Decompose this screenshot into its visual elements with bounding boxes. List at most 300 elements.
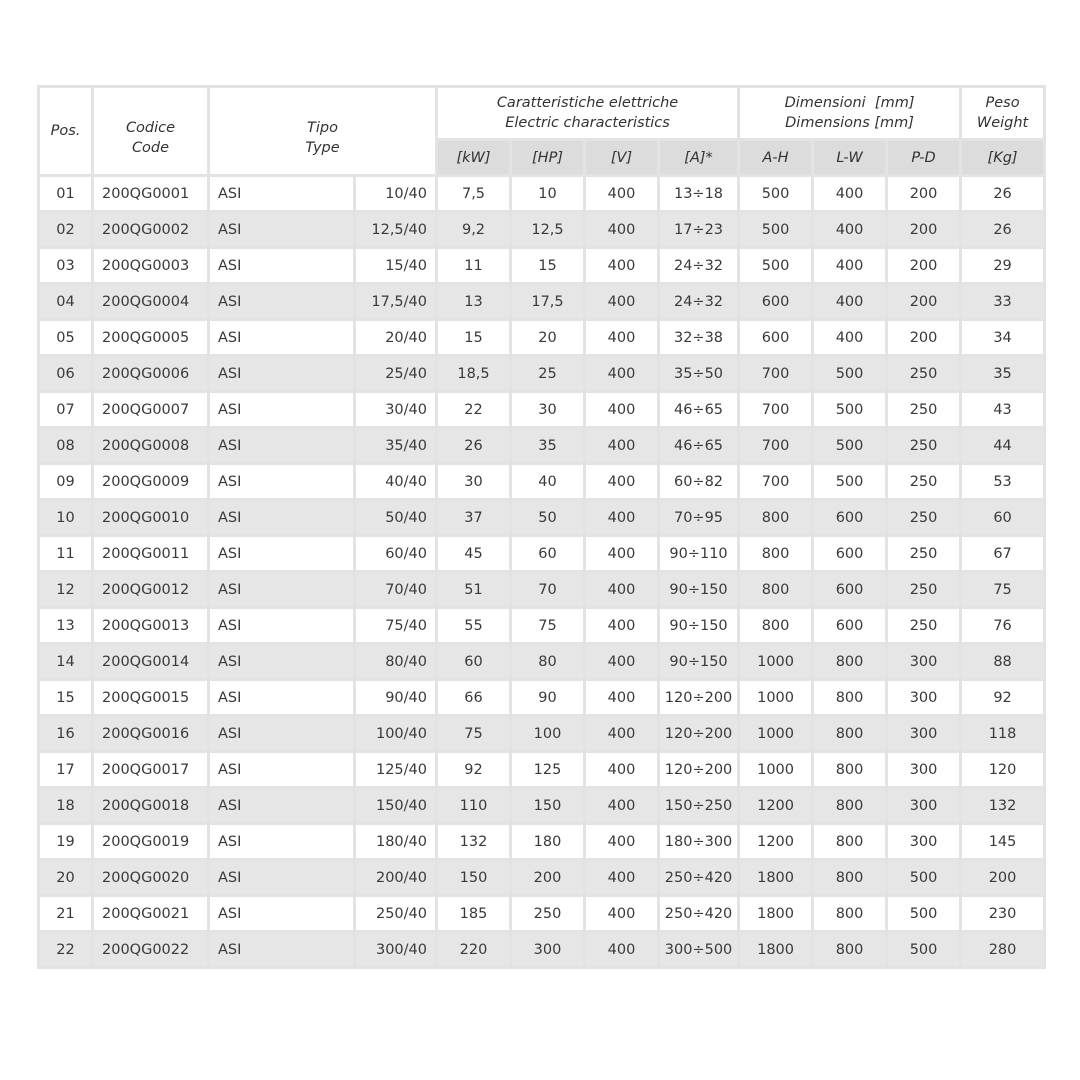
cell-dim-pd: 500 — [887, 932, 961, 968]
cell-kw: 45 — [437, 536, 511, 572]
cell-kw: 60 — [437, 644, 511, 680]
cell-hp: 25 — [511, 356, 585, 392]
table-row — [39, 464, 1045, 500]
cell-weight: 26 — [961, 212, 1045, 248]
cell-code: 200QG0019 — [93, 824, 209, 860]
cell-dim-pd: 250 — [887, 392, 961, 428]
table-row — [39, 212, 1045, 248]
cell-dim-ah: 1800 — [739, 896, 813, 932]
cell-hp: 150 — [511, 788, 585, 824]
cell-hp: 40 — [511, 464, 585, 500]
cell-kw: 7,5 — [437, 176, 511, 212]
cell-pos: 10 — [39, 500, 93, 536]
cell-dim-lw: 600 — [813, 608, 887, 644]
cell-pos: 08 — [39, 428, 93, 464]
cell-kw: 51 — [437, 572, 511, 608]
cell-dim-ah: 1800 — [739, 932, 813, 968]
cell-current: 90÷110 — [659, 536, 739, 572]
cell-voltage: 400 — [585, 824, 659, 860]
header-dimensions-en: Dimensions [mm] — [785, 115, 914, 131]
table-row — [39, 536, 1045, 572]
cell-dim-ah: 1200 — [739, 824, 813, 860]
cell-pos: 11 — [39, 536, 93, 572]
cell-weight: 44 — [961, 428, 1045, 464]
cell-voltage: 400 — [585, 860, 659, 896]
cell-weight: 76 — [961, 608, 1045, 644]
cell-hp: 20 — [511, 320, 585, 356]
cell-current: 46÷65 — [659, 428, 739, 464]
table-row — [39, 572, 1045, 608]
cell-dim-ah: 800 — [739, 572, 813, 608]
table-row — [39, 608, 1045, 644]
cell-type-name: ASI — [209, 464, 355, 500]
cell-dim-pd: 300 — [887, 788, 961, 824]
cell-dim-pd: 500 — [887, 896, 961, 932]
cell-hp: 35 — [511, 428, 585, 464]
cell-voltage: 400 — [585, 752, 659, 788]
cell-type-ratio: 300/40 — [355, 932, 437, 968]
cell-type-ratio: 80/40 — [355, 644, 437, 680]
cell-type-name: ASI — [209, 608, 355, 644]
cell-kw: 13 — [437, 284, 511, 320]
cell-voltage: 400 — [585, 608, 659, 644]
table-row — [39, 860, 1045, 896]
cell-dim-pd: 300 — [887, 644, 961, 680]
cell-dim-lw: 800 — [813, 860, 887, 896]
cell-voltage: 400 — [585, 572, 659, 608]
cell-current: 120÷200 — [659, 680, 739, 716]
header-pos: Pos. — [39, 87, 93, 176]
cell-dim-lw: 400 — [813, 320, 887, 356]
cell-voltage: 400 — [585, 284, 659, 320]
cell-dim-ah: 800 — [739, 500, 813, 536]
cell-weight: 120 — [961, 752, 1045, 788]
cell-pos: 12 — [39, 572, 93, 608]
cell-weight: 92 — [961, 680, 1045, 716]
table-row — [39, 320, 1045, 356]
cell-type-name: ASI — [209, 644, 355, 680]
header-ah: A-H — [739, 140, 813, 176]
cell-code: 200QG0018 — [93, 788, 209, 824]
cell-hp: 30 — [511, 392, 585, 428]
cell-dim-lw: 400 — [813, 212, 887, 248]
cell-code: 200QG0014 — [93, 644, 209, 680]
cell-dim-lw: 800 — [813, 752, 887, 788]
cell-code: 200QG0001 — [93, 176, 209, 212]
cell-type-ratio: 60/40 — [355, 536, 437, 572]
cell-weight: 145 — [961, 824, 1045, 860]
cell-type-ratio: 20/40 — [355, 320, 437, 356]
cell-type-ratio: 100/40 — [355, 716, 437, 752]
cell-type-ratio: 200/40 — [355, 860, 437, 896]
header-type — [209, 87, 437, 176]
cell-dim-lw: 800 — [813, 932, 887, 968]
cell-type-name: ASI — [209, 860, 355, 896]
cell-type-name: ASI — [209, 392, 355, 428]
cell-hp: 90 — [511, 680, 585, 716]
cell-dim-pd: 300 — [887, 752, 961, 788]
cell-hp: 17,5 — [511, 284, 585, 320]
header-electric — [437, 87, 739, 140]
cell-dim-ah: 700 — [739, 464, 813, 500]
header-kg: [Kg] — [961, 140, 1045, 176]
cell-weight: 60 — [961, 500, 1045, 536]
cell-code: 200QG0015 — [93, 680, 209, 716]
cell-hp: 100 — [511, 716, 585, 752]
cell-dim-ah: 500 — [739, 176, 813, 212]
table-row — [39, 284, 1045, 320]
cell-voltage: 400 — [585, 248, 659, 284]
header-pd: P-D — [887, 140, 961, 176]
cell-pos: 03 — [39, 248, 93, 284]
cell-current: 250÷420 — [659, 860, 739, 896]
cell-hp: 70 — [511, 572, 585, 608]
table-row — [39, 176, 1045, 212]
cell-dim-pd: 300 — [887, 680, 961, 716]
cell-kw: 37 — [437, 500, 511, 536]
cell-code: 200QG0021 — [93, 896, 209, 932]
header-code — [93, 87, 209, 176]
cell-weight: 29 — [961, 248, 1045, 284]
header-hp: [HP] — [511, 140, 585, 176]
cell-type-ratio: 180/40 — [355, 824, 437, 860]
cell-code: 200QG0011 — [93, 536, 209, 572]
cell-dim-lw: 600 — [813, 572, 887, 608]
cell-dim-pd: 300 — [887, 716, 961, 752]
cell-dim-pd: 250 — [887, 572, 961, 608]
cell-dim-ah: 700 — [739, 392, 813, 428]
cell-type-ratio: 50/40 — [355, 500, 437, 536]
cell-dim-ah: 500 — [739, 248, 813, 284]
cell-current: 300÷500 — [659, 932, 739, 968]
cell-hp: 60 — [511, 536, 585, 572]
cell-type-ratio: 125/40 — [355, 752, 437, 788]
cell-dim-pd: 200 — [887, 320, 961, 356]
cell-current: 35÷50 — [659, 356, 739, 392]
cell-current: 90÷150 — [659, 644, 739, 680]
cell-current: 90÷150 — [659, 572, 739, 608]
cell-code: 200QG0017 — [93, 752, 209, 788]
cell-hp: 75 — [511, 608, 585, 644]
cell-dim-lw: 800 — [813, 788, 887, 824]
cell-dim-lw: 600 — [813, 536, 887, 572]
cell-hp: 50 — [511, 500, 585, 536]
cell-voltage: 400 — [585, 392, 659, 428]
header-weight-it: Peso — [985, 95, 1020, 111]
cell-code: 200QG0006 — [93, 356, 209, 392]
cell-voltage: 400 — [585, 320, 659, 356]
cell-current: 46÷65 — [659, 392, 739, 428]
cell-dim-pd: 300 — [887, 824, 961, 860]
cell-voltage: 400 — [585, 212, 659, 248]
cell-dim-lw: 400 — [813, 248, 887, 284]
cell-type-ratio: 150/40 — [355, 788, 437, 824]
cell-kw: 185 — [437, 896, 511, 932]
cell-pos: 01 — [39, 176, 93, 212]
cell-dim-lw: 500 — [813, 356, 887, 392]
cell-hp: 200 — [511, 860, 585, 896]
table-row — [39, 680, 1045, 716]
table-row — [39, 716, 1045, 752]
cell-code: 200QG0020 — [93, 860, 209, 896]
cell-pos: 13 — [39, 608, 93, 644]
cell-kw: 66 — [437, 680, 511, 716]
cell-hp: 180 — [511, 824, 585, 860]
table-row — [39, 932, 1045, 968]
cell-kw: 110 — [437, 788, 511, 824]
cell-dim-ah: 1000 — [739, 752, 813, 788]
cell-dim-lw: 400 — [813, 284, 887, 320]
cell-hp: 12,5 — [511, 212, 585, 248]
cell-voltage: 400 — [585, 896, 659, 932]
cell-voltage: 400 — [585, 680, 659, 716]
cell-voltage: 400 — [585, 536, 659, 572]
cell-type-ratio: 250/40 — [355, 896, 437, 932]
cell-type-name: ASI — [209, 500, 355, 536]
cell-dim-pd: 250 — [887, 500, 961, 536]
cell-dim-pd: 250 — [887, 536, 961, 572]
cell-voltage: 400 — [585, 356, 659, 392]
cell-current: 32÷38 — [659, 320, 739, 356]
cell-type-ratio: 35/40 — [355, 428, 437, 464]
cell-kw: 150 — [437, 860, 511, 896]
cell-dim-ah: 800 — [739, 608, 813, 644]
cell-dim-lw: 400 — [813, 176, 887, 212]
cell-type-ratio: 12,5/40 — [355, 212, 437, 248]
cell-hp: 10 — [511, 176, 585, 212]
table-body — [39, 176, 1045, 968]
table-row — [39, 428, 1045, 464]
cell-pos: 06 — [39, 356, 93, 392]
cell-kw: 11 — [437, 248, 511, 284]
cell-pos: 16 — [39, 716, 93, 752]
cell-type-name: ASI — [209, 824, 355, 860]
cell-dim-lw: 800 — [813, 680, 887, 716]
cell-dim-ah: 800 — [739, 536, 813, 572]
cell-current: 120÷200 — [659, 752, 739, 788]
cell-type-name: ASI — [209, 680, 355, 716]
cell-kw: 9,2 — [437, 212, 511, 248]
cell-type-ratio: 10/40 — [355, 176, 437, 212]
cell-current: 90÷150 — [659, 608, 739, 644]
cell-pos: 04 — [39, 284, 93, 320]
cell-type-name: ASI — [209, 716, 355, 752]
cell-current: 120÷200 — [659, 716, 739, 752]
table-row — [39, 500, 1045, 536]
cell-type-name: ASI — [209, 788, 355, 824]
table-row — [39, 644, 1045, 680]
cell-voltage: 400 — [585, 788, 659, 824]
table-row — [39, 824, 1045, 860]
cell-kw: 55 — [437, 608, 511, 644]
cell-pos: 18 — [39, 788, 93, 824]
table-row — [39, 248, 1045, 284]
cell-dim-lw: 600 — [813, 500, 887, 536]
cell-kw: 220 — [437, 932, 511, 968]
cell-weight: 118 — [961, 716, 1045, 752]
cell-pos: 09 — [39, 464, 93, 500]
cell-dim-lw: 800 — [813, 896, 887, 932]
header-dimensions-it: Dimensioni [mm] — [784, 95, 915, 111]
cell-pos: 20 — [39, 860, 93, 896]
cell-hp: 80 — [511, 644, 585, 680]
header-a: [A]* — [659, 140, 739, 176]
cell-weight: 43 — [961, 392, 1045, 428]
cell-kw: 75 — [437, 716, 511, 752]
cell-type-name: ASI — [209, 212, 355, 248]
header-weight — [961, 87, 1045, 140]
cell-pos: 14 — [39, 644, 93, 680]
cell-type-ratio: 15/40 — [355, 248, 437, 284]
cell-weight: 26 — [961, 176, 1045, 212]
cell-type-name: ASI — [209, 896, 355, 932]
cell-type-ratio: 30/40 — [355, 392, 437, 428]
cell-current: 13÷18 — [659, 176, 739, 212]
cell-current: 250÷420 — [659, 896, 739, 932]
cell-hp: 15 — [511, 248, 585, 284]
cell-hp: 250 — [511, 896, 585, 932]
header-dimensions — [739, 87, 961, 140]
cell-dim-pd: 200 — [887, 284, 961, 320]
cell-dim-pd: 200 — [887, 176, 961, 212]
cell-weight: 132 — [961, 788, 1045, 824]
cell-type-name: ASI — [209, 176, 355, 212]
cell-voltage: 400 — [585, 428, 659, 464]
cell-kw: 15 — [437, 320, 511, 356]
cell-weight: 34 — [961, 320, 1045, 356]
cell-kw: 92 — [437, 752, 511, 788]
cell-code: 200QG0008 — [93, 428, 209, 464]
cell-dim-ah: 700 — [739, 428, 813, 464]
cell-type-name: ASI — [209, 572, 355, 608]
spec-table — [37, 85, 1046, 969]
cell-dim-lw: 500 — [813, 428, 887, 464]
header-weight-en: Weight — [976, 115, 1029, 131]
header-code-it: Codice — [125, 120, 176, 136]
cell-current: 150÷250 — [659, 788, 739, 824]
cell-pos: 17 — [39, 752, 93, 788]
cell-weight: 33 — [961, 284, 1045, 320]
cell-weight: 88 — [961, 644, 1045, 680]
cell-current: 180÷300 — [659, 824, 739, 860]
cell-code: 200QG0016 — [93, 716, 209, 752]
header-type-it: Tipo — [307, 120, 338, 136]
cell-type-name: ASI — [209, 248, 355, 284]
cell-type-ratio: 90/40 — [355, 680, 437, 716]
cell-dim-lw: 800 — [813, 716, 887, 752]
cell-type-ratio: 40/40 — [355, 464, 437, 500]
cell-pos: 07 — [39, 392, 93, 428]
cell-current: 70÷95 — [659, 500, 739, 536]
cell-dim-ah: 1200 — [739, 788, 813, 824]
cell-pos: 22 — [39, 932, 93, 968]
cell-weight: 35 — [961, 356, 1045, 392]
cell-voltage: 400 — [585, 176, 659, 212]
header-v: [V] — [585, 140, 659, 176]
cell-dim-lw: 500 — [813, 464, 887, 500]
table-row — [39, 752, 1045, 788]
cell-pos: 02 — [39, 212, 93, 248]
cell-dim-ah: 1000 — [739, 680, 813, 716]
cell-type-ratio: 17,5/40 — [355, 284, 437, 320]
cell-voltage: 400 — [585, 716, 659, 752]
cell-kw: 26 — [437, 428, 511, 464]
cell-code: 200QG0004 — [93, 284, 209, 320]
cell-dim-ah: 600 — [739, 320, 813, 356]
cell-voltage: 400 — [585, 932, 659, 968]
table-row — [39, 392, 1045, 428]
cell-weight: 200 — [961, 860, 1045, 896]
cell-dim-pd: 200 — [887, 212, 961, 248]
table-row — [39, 896, 1045, 932]
cell-pos: 21 — [39, 896, 93, 932]
cell-code: 200QG0010 — [93, 500, 209, 536]
cell-voltage: 400 — [585, 644, 659, 680]
header-electric-it: Caratteristiche elettriche — [496, 95, 679, 111]
header-lw: L-W — [813, 140, 887, 176]
cell-kw: 22 — [437, 392, 511, 428]
header-type-en: Type — [305, 140, 340, 156]
cell-dim-pd: 250 — [887, 356, 961, 392]
cell-voltage: 400 — [585, 464, 659, 500]
cell-kw: 30 — [437, 464, 511, 500]
cell-current: 17÷23 — [659, 212, 739, 248]
cell-dim-pd: 200 — [887, 248, 961, 284]
cell-hp: 125 — [511, 752, 585, 788]
cell-dim-ah: 1000 — [739, 716, 813, 752]
cell-pos: 15 — [39, 680, 93, 716]
header-kw: [kW] — [437, 140, 511, 176]
cell-hp: 300 — [511, 932, 585, 968]
header-code-en: Code — [131, 140, 170, 156]
cell-type-name: ASI — [209, 320, 355, 356]
cell-dim-ah: 1000 — [739, 644, 813, 680]
cell-current: 60÷82 — [659, 464, 739, 500]
cell-code: 200QG0013 — [93, 608, 209, 644]
cell-weight: 75 — [961, 572, 1045, 608]
cell-dim-pd: 250 — [887, 464, 961, 500]
cell-dim-lw: 800 — [813, 644, 887, 680]
cell-type-name: ASI — [209, 356, 355, 392]
table-row — [39, 788, 1045, 824]
cell-kw: 132 — [437, 824, 511, 860]
table-header — [39, 87, 1045, 176]
cell-weight: 53 — [961, 464, 1045, 500]
cell-type-ratio: 75/40 — [355, 608, 437, 644]
cell-dim-pd: 250 — [887, 428, 961, 464]
cell-kw: 18,5 — [437, 356, 511, 392]
cell-type-name: ASI — [209, 932, 355, 968]
cell-type-ratio: 25/40 — [355, 356, 437, 392]
cell-dim-ah: 1800 — [739, 860, 813, 896]
cell-code: 200QG0007 — [93, 392, 209, 428]
cell-dim-pd: 250 — [887, 608, 961, 644]
cell-code: 200QG0005 — [93, 320, 209, 356]
cell-dim-ah: 700 — [739, 356, 813, 392]
cell-code: 200QG0002 — [93, 212, 209, 248]
table-row — [39, 356, 1045, 392]
cell-voltage: 400 — [585, 500, 659, 536]
cell-type-name: ASI — [209, 284, 355, 320]
cell-current: 24÷32 — [659, 248, 739, 284]
cell-code: 200QG0003 — [93, 248, 209, 284]
cell-weight: 280 — [961, 932, 1045, 968]
cell-dim-ah: 600 — [739, 284, 813, 320]
cell-dim-ah: 500 — [739, 212, 813, 248]
cell-code: 200QG0022 — [93, 932, 209, 968]
cell-dim-lw: 800 — [813, 824, 887, 860]
cell-code: 200QG0009 — [93, 464, 209, 500]
